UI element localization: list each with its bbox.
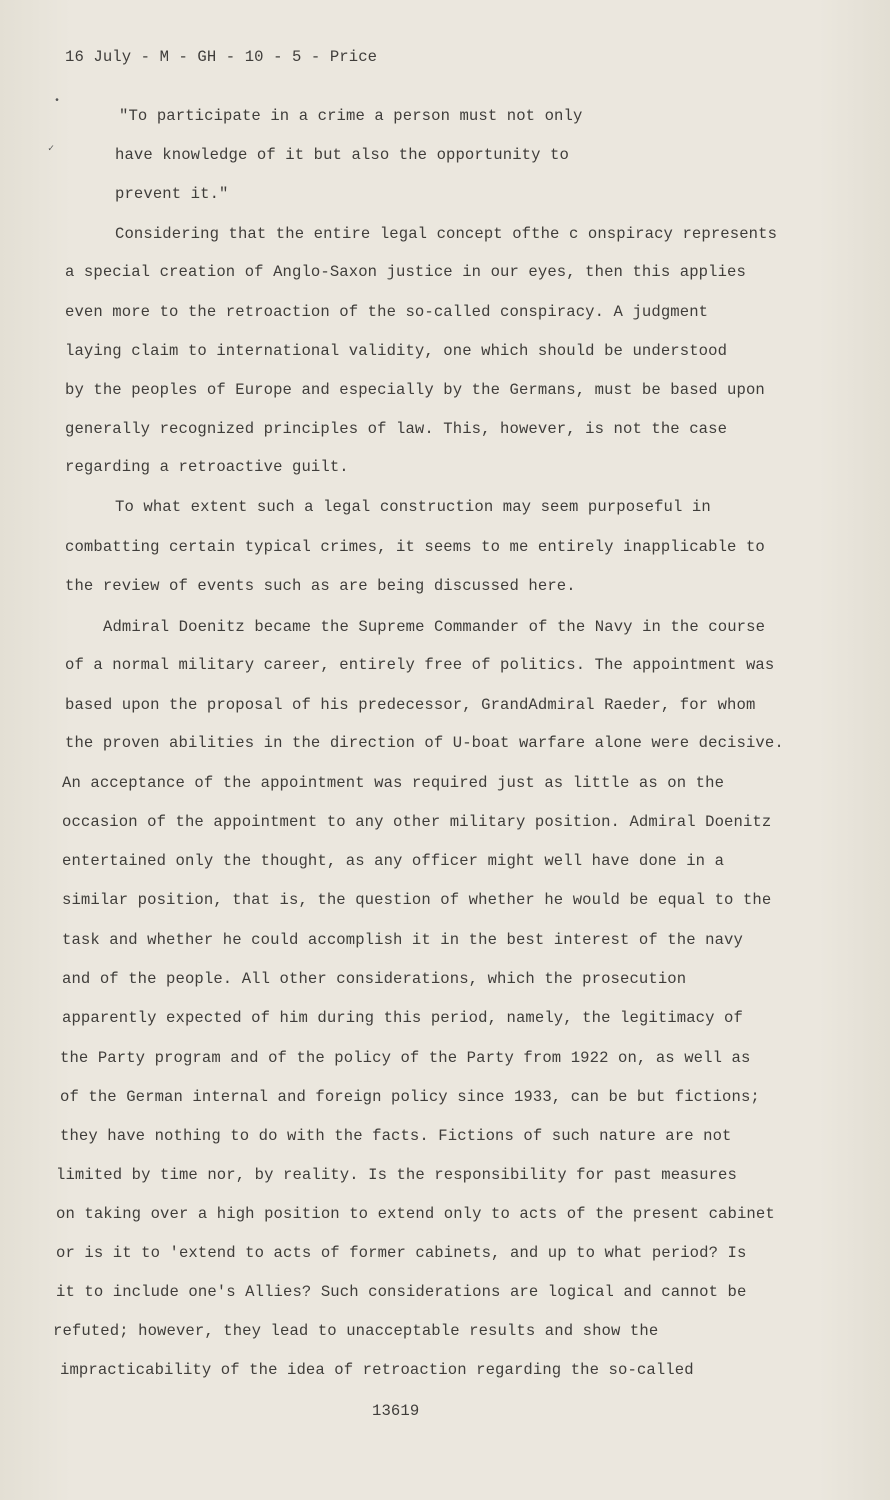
text-line: or is it to 'extend to acts of former cabinets, and up to what period? Is	[56, 1244, 747, 1262]
text-line: Considering that the entire legal concept ofthe c onspiracy represents	[115, 225, 778, 243]
text-line: occasion of the appointment to any other military position. Admiral Doenitz	[62, 813, 772, 831]
text-line: limited by time nor, by reality. Is the responsibility for past measures	[56, 1166, 737, 1184]
text-line: combatting certain typical crimes, it seems to me entirely inapplicable to	[65, 538, 765, 556]
page-header: 16 July - M - GH - 10 - 5 - Price	[65, 48, 378, 66]
margin-mark: •	[54, 96, 61, 107]
text-line: they have nothing to do with the facts. Fictions of such nature are not	[60, 1127, 732, 1145]
text-line: impracticability of the idea of retroaction regarding the so-called	[60, 1361, 694, 1379]
text-line: similar position, that is, the question of whether he would be equal to the	[62, 891, 772, 909]
text-line: laying claim to international validity, one which should be understood	[65, 342, 728, 360]
page-number: 13619	[372, 1402, 420, 1420]
text-line: even more to the retroaction of the so-called conspiracy. A judgment	[65, 303, 709, 321]
text-line: entertained only the thought, as any officer might well have done in a	[62, 852, 725, 870]
text-line: it to include one's Allies? Such considerations are logical and cannot be	[56, 1283, 747, 1301]
text-line: on taking over a high position to extend only to acts of the present cabinet	[56, 1205, 775, 1223]
text-line: "To participate in a crime a person must not only	[119, 107, 583, 125]
text-line: Admiral Doenitz became the Supreme Commander of the Navy in the course	[103, 618, 766, 636]
text-line: the proven abilities in the direction of U-boat warfare alone were decisive.	[65, 734, 784, 752]
text-line: An acceptance of the appointment was required just as little as on the	[62, 774, 725, 792]
text-line: of a normal military career, entirely free of politics. The appointment was	[65, 656, 775, 674]
text-line: by the peoples of Europe and especially by the Germans, must be based upon	[65, 381, 765, 399]
text-line: the Party program and of the policy of the Party from 1922 on, as well as	[60, 1049, 751, 1067]
text-line: generally recognized principles of law. This, however, is not the case	[65, 420, 728, 438]
text-line: task and whether he could accomplish it in the best interest of the navy	[62, 931, 743, 949]
text-line: refuted; however, they lead to unacceptable results and show the	[53, 1322, 659, 1340]
margin-mark: ✓	[48, 144, 55, 155]
text-line: apparently expected of him during this period, namely, the legitimacy of	[62, 1009, 743, 1027]
text-line: have knowledge of it but also the opportunity to	[115, 146, 569, 164]
text-line: the review of events such as are being discussed here.	[65, 577, 576, 595]
text-line: and of the people. All other considerations, which the prosecution	[62, 970, 687, 988]
text-line: To what extent such a legal construction may seem purposeful in	[115, 498, 711, 516]
text-line: a special creation of Anglo-Saxon justice in our eyes, then this applies	[65, 263, 746, 281]
text-line: prevent it."	[115, 185, 229, 203]
text-line: of the German internal and foreign policy since 1933, can be but fictions;	[60, 1088, 760, 1106]
text-line: based upon the proposal of his predecessor, GrandAdmiral Raeder, for whom	[65, 696, 756, 714]
text-line: regarding a retroactive guilt.	[65, 458, 349, 476]
